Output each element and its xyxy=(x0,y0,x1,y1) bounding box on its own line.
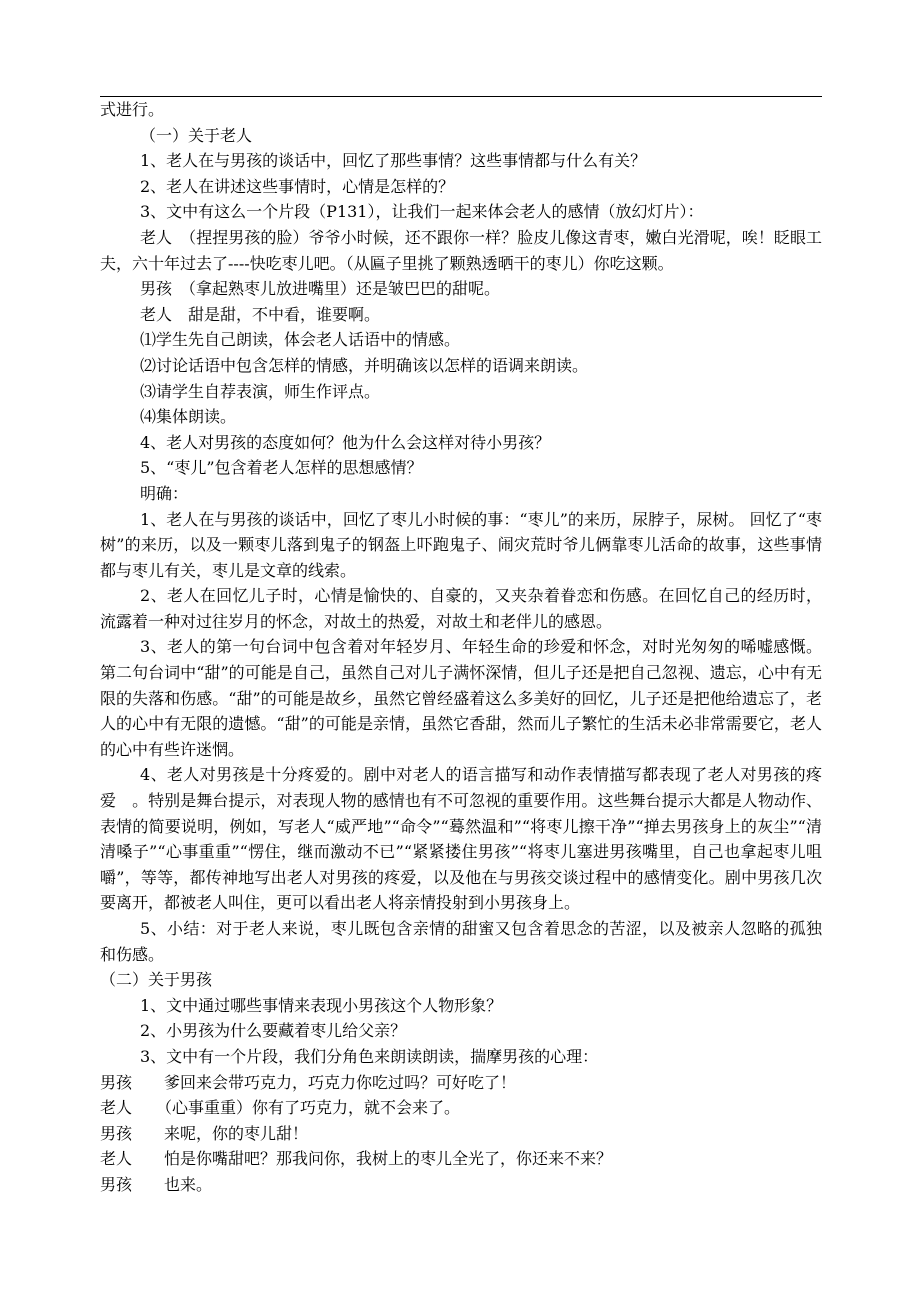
paragraph: 4、老人对男孩是十分疼爱的。剧中对老人的语言描写和动作表情描写都表现了老人对男孩的疼爱 。特别是舞台提示，对表现人物的感情也有不可忽视的重要作用。这些舞台提示大都是人物动作、表情的简要说明，例如，写老人“威严地”“命令”“蓦然温和”“将枣儿擦干净”“掸去男孩身上的灰尘”“清清嗓子”“心事重重”“愣住，继而激动不已”“紧紧搂住男孩”“将枣儿塞进男孩嘴里，自己也拿起枣儿咀嚼”，等等，都传神地写出老人对男孩的疼爱，以及他在与男孩交谈过程中的感情变化。剧中男孩几次要离开，都被老人叫住，更可以看出老人将亲情投射到小男孩身上。 xyxy=(100,765,822,913)
section-heading: （一）关于老人 xyxy=(140,125,253,145)
paragraph: 明确： xyxy=(140,483,189,503)
paragraph: 1、老人在与男孩的谈话中，回忆了那些事情？这些事情都与什么有关？ xyxy=(140,151,647,171)
dialogue-line: 男孩 爹回来会带巧克力，巧克力你吃过吗？可好吃了！ xyxy=(100,1072,517,1092)
paragraph: 2、小男孩为什么要藏着枣儿给父亲？ xyxy=(140,1021,407,1041)
dialogue-line: 老人 （捏捏男孩的脸）爷爷小时候，还不跟你一样？脸皮儿像这青枣，嫩白光滑呢，唉！眨眼工夫，六十年过去了----快吃枣儿吧。（从匾子里挑了颗熟透晒干的枣儿）你吃这颗。 xyxy=(100,227,822,273)
list-item: ⑷集体朗读。 xyxy=(140,407,237,427)
list-item: ⑴学生先自己朗读，体会老人话语中的情感。 xyxy=(140,330,461,350)
section-heading: （二）关于男孩 xyxy=(100,970,213,990)
paragraph: 式进行。 xyxy=(100,100,165,119)
dialogue-line: 老人 （心事重重）你有了巧克力，就不会来了。 xyxy=(100,1098,461,1118)
dialogue-line: 男孩 来呢，你的枣儿甜！ xyxy=(100,1123,309,1143)
list-item: ⑵讨论话语中包含怎样的情感，并明确该以怎样的语调来朗读。 xyxy=(140,355,589,375)
paragraph: 1、老人在与男孩的谈话中，回忆了枣儿小时候的事：“枣儿”的来历，尿脖子，尿树。 回忆了“枣树”的来历，以及一颗枣儿落到鬼子的钢盔上吓跑鬼子、闹灾荒时爷儿俩靠枣儿活命的故事，这些事情都与枣儿有关，枣儿是文章的线索。 xyxy=(100,509,822,580)
dialogue-line: 男孩 也来。 xyxy=(100,1174,213,1194)
dialogue-line: 男孩 （拿起熟枣儿放进嘴里）还是皱巴巴的甜呢。 xyxy=(140,279,501,299)
paragraph: 2、老人在讲述这些事情时，心情是怎样的？ xyxy=(140,176,455,196)
paragraph: 3、文中有这么一个片段（P131），让我们一起来体会老人的感情（放幻灯片）： xyxy=(140,202,704,222)
paragraph: 5、“枣儿”包含着老人怎样的思想感情？ xyxy=(140,458,423,478)
paragraph: 5、小结：对于老人来说，枣儿既包含亲情的甜蜜又包含着思念的苦涩，以及被亲人忽略的孤独和伤感。 xyxy=(100,919,822,964)
paragraph: 4、老人对男孩的态度如何？他为什么会这样对待小男孩？ xyxy=(140,432,551,452)
paragraph: 1、文中通过哪些事情来表现小男孩这个人物形象？ xyxy=(140,995,503,1015)
document-body xyxy=(100,97,822,1198)
paragraph: 2、老人在回忆儿子时，心情是愉快的、自豪的，又夹杂着眷恋和伤感。在回忆自己的经历时，流露着一种对过往岁月的怀念，对故土的热爱，对故土和老伴儿的感恩。 xyxy=(100,586,822,631)
paragraph: 3、老人的第一句台词中包含着对年轻岁月、年轻生命的珍爱和怀念，对时光匆匆的唏嘘感慨。第二句台词中“甜”的可能是自己，虽然自己对儿子满怀深情，但儿子还是把自己忽视、遗忘，心中有无限的失落和伤感。“甜”的可能是故乡，虽然它曾经盛着这么多美好的回忆，儿子还是把他给遗忘了，老人的心中有无限的遗憾。“甜”的可能是亲情，虽然它香甜，然而儿子繁忙的生活未必非常需要它，老人的心中有些许迷惘。 xyxy=(100,637,822,759)
paragraph: 3、文中有一个片段，我们分角色来朗读朗读，揣摩男孩的心理： xyxy=(140,1046,599,1066)
list-item: ⑶请学生自荐表演，师生作评点。 xyxy=(140,381,381,401)
dialogue-line: 老人 甜是甜，不中看，谁要啊。 xyxy=(140,304,381,324)
dialogue-line: 老人 怕是你嘴甜吧？那我问你，我树上的枣儿全光了，你还来不来？ xyxy=(100,1149,613,1169)
